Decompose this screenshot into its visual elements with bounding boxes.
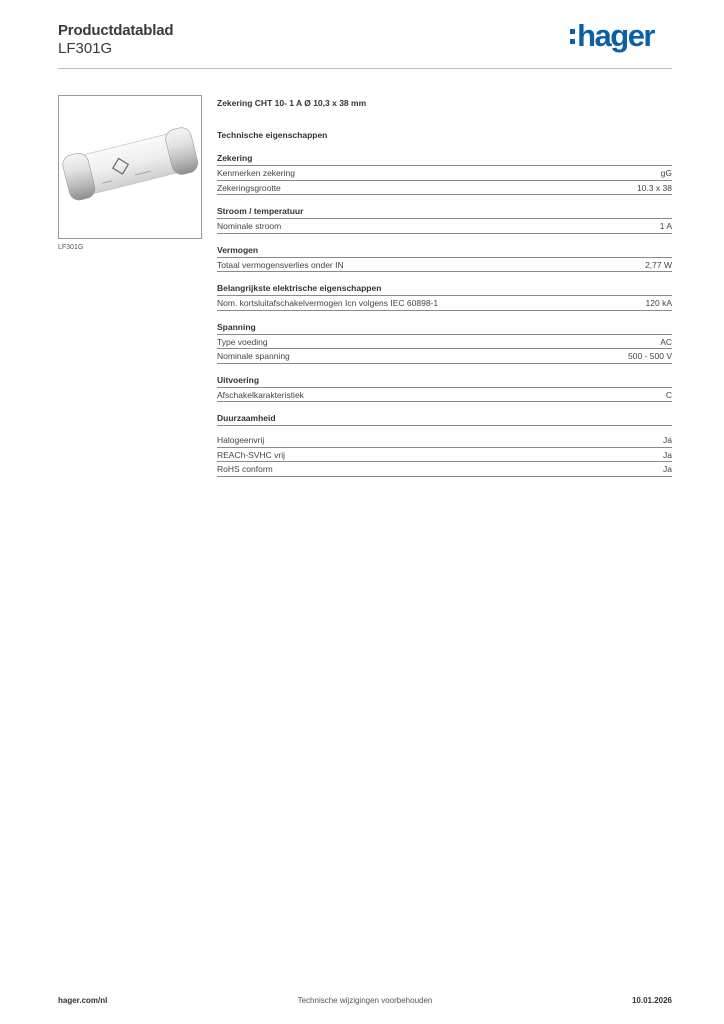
spec-row <box>217 349 672 364</box>
spec-value: 120 kA <box>645 298 672 308</box>
spec-label: RoHS conform <box>217 464 273 474</box>
spec-value: Ja <box>663 449 672 460</box>
spec-row <box>217 462 672 477</box>
page-header <box>58 20 672 68</box>
spec-value: 1 A <box>659 221 672 231</box>
spec-value: 500 - 500 V <box>628 351 672 361</box>
spec-value: 10.3 x 38 <box>637 182 672 193</box>
header-divider <box>58 68 672 69</box>
spec-row <box>217 258 672 273</box>
spec-row <box>217 448 672 463</box>
image-caption: LF301G <box>58 244 84 251</box>
section-title: Stroom / temperatuur <box>217 205 672 219</box>
spec-row <box>217 166 672 181</box>
section-uitvoering <box>217 374 672 403</box>
spec-label: Nominale spanning <box>217 351 290 361</box>
spec-row <box>217 433 672 448</box>
spec-label: Zekeringsgrootte <box>217 182 281 193</box>
spec-label: Halogeenvrij <box>217 435 265 445</box>
spec-value: Ja <box>663 464 672 474</box>
tech-properties-title: Technische eigenschappen <box>217 130 328 140</box>
product-code: LF301G <box>58 40 113 57</box>
section-vermogen <box>217 244 672 273</box>
section-stroom-temperatuur <box>217 205 672 234</box>
section-elektrische-eigenschappen <box>217 282 672 311</box>
page-title: Productdatablad <box>58 22 174 39</box>
spec-row <box>217 181 672 196</box>
spec-label: Type voeding <box>217 336 268 347</box>
product-description: Zekering CHT 10- 1 A Ø 10,3 x 38 mm <box>217 98 367 108</box>
spec-row <box>217 296 672 311</box>
footer-website-link[interactable]: hager.com/nl <box>58 996 108 1005</box>
section-title: Spanning <box>217 321 672 335</box>
section-title: Uitvoering <box>217 374 672 388</box>
spec-row <box>217 219 672 234</box>
spec-label: Nominale stroom <box>217 221 282 231</box>
spec-label: REACh-SVHC vrij <box>217 449 286 460</box>
hager-logo <box>570 18 654 54</box>
spec-value: AC <box>660 336 672 347</box>
spec-value: 2,77 W <box>645 259 672 270</box>
spec-label: Nom. kortsluitafschakelvermogen Icn volgens IEC 60898-1 <box>217 298 439 308</box>
section-spanning <box>217 321 672 364</box>
section-zekering <box>217 152 672 195</box>
section-title: Duurzaamheid <box>217 412 672 426</box>
section-duurzaamheid <box>217 412 672 477</box>
section-title: Vermogen <box>217 244 672 258</box>
specs-content <box>217 96 672 477</box>
spec-row <box>217 388 672 403</box>
section-title: Zekering <box>217 152 672 166</box>
page-footer <box>58 996 672 1010</box>
spec-label: Kenmerken zekering <box>217 168 295 178</box>
product-image-frame <box>58 95 202 239</box>
spec-row <box>217 335 672 350</box>
section-title: Belangrijkste elektrische eigenschappen <box>217 282 672 296</box>
spec-label: Afschakelkarakteristiek <box>217 389 304 400</box>
fuse-product-image <box>59 96 201 238</box>
logo-colon-icon <box>570 21 575 51</box>
spec-value: gG <box>660 168 672 178</box>
spec-value: Ja <box>663 435 672 445</box>
logo-text: hager <box>577 18 654 53</box>
footer-notice: Technische wijzigingen voorbehouden <box>297 996 433 1005</box>
spec-value: C <box>665 389 672 400</box>
spec-label: Totaal vermogensverlies onder IN <box>217 259 344 270</box>
footer-date: 10.01.2026 <box>631 996 672 1005</box>
